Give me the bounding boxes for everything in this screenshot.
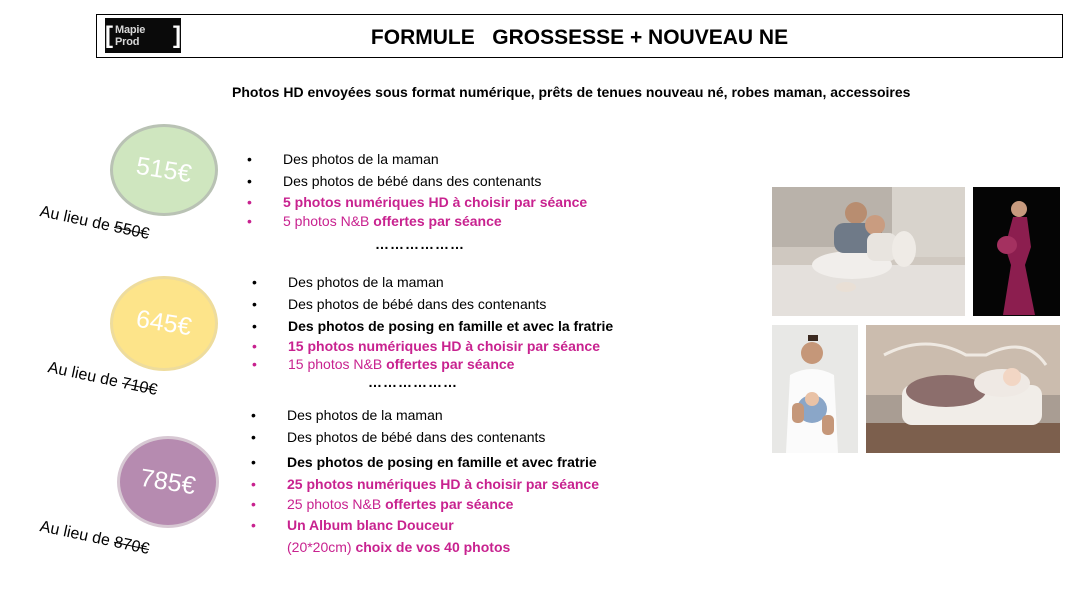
list-item: • 25 photos N&B offertes par séance: [251, 496, 514, 512]
old-price-1: 550€: [112, 218, 151, 243]
list-item: • 5 photos numériques HD à choisir par séance: [247, 194, 588, 210]
page-title: FORMULE GROSSESSE + NOUVEAU NE: [370, 26, 789, 49]
old-price-label-1: Au lieu de 550€: [38, 203, 151, 243]
father-baby-photo: [772, 325, 858, 453]
separator-2: ………………: [368, 374, 458, 390]
list-item: (20*20cm) choix de vos 40 photos: [287, 539, 511, 555]
maternity-photo: [973, 187, 1060, 316]
list-item: • 15 photos N&B offertes par séance: [252, 356, 515, 372]
offer-2-list: [252, 271, 614, 373]
old-price-2: 710€: [120, 374, 159, 399]
list-item: • Des photos de posing en famille et avec la fratrie: [252, 318, 614, 334]
offer-3-list: [251, 404, 599, 558]
offer-1-list: [247, 148, 588, 230]
old-price-3: 870€: [112, 533, 151, 558]
family-photo: [772, 187, 965, 316]
old-price-label-3: Au lieu de 870€: [38, 518, 151, 558]
subtitle: Photos HD envoyées sous format numérique, prêts de tenues nouveau né, robes maman, accessoires: [232, 84, 911, 100]
list-item: • Des photos de la maman: [247, 151, 439, 167]
price-badge-785: 785€: [117, 436, 219, 528]
mapie-prod-logo: [ Mapie Prod ]: [105, 18, 181, 53]
separator-1: ………………: [375, 236, 465, 252]
old-price-label-2: Au lieu de 710€: [46, 359, 159, 399]
list-item: • Des photos de la maman: [251, 407, 443, 423]
list-item: • Des photos de bébé dans des contenants: [251, 429, 546, 445]
list-item: • Des photos de posing en famille et avec fratrie: [251, 454, 597, 470]
price-badge-645: 645€: [110, 276, 218, 371]
logo-text: Mapie Prod: [115, 23, 146, 48]
list-item: • 5 photos N&B offertes par séance: [247, 213, 502, 229]
list-item: • Un Album blanc Douceur: [251, 517, 454, 533]
list-item: • 25 photos numériques HD à choisir par séance: [251, 476, 599, 492]
newborn-bed-photo: [866, 325, 1060, 453]
list-item: • Des photos de bébé dans des contenants: [247, 173, 542, 189]
list-item: • Des photos de bébé dans des contenants: [252, 296, 547, 312]
header-box: [96, 14, 1063, 58]
price-badge-515: 515€: [110, 124, 218, 216]
list-item: • 15 photos numériques HD à choisir par séance: [252, 338, 600, 354]
list-item: • Des photos de la maman: [252, 274, 444, 290]
